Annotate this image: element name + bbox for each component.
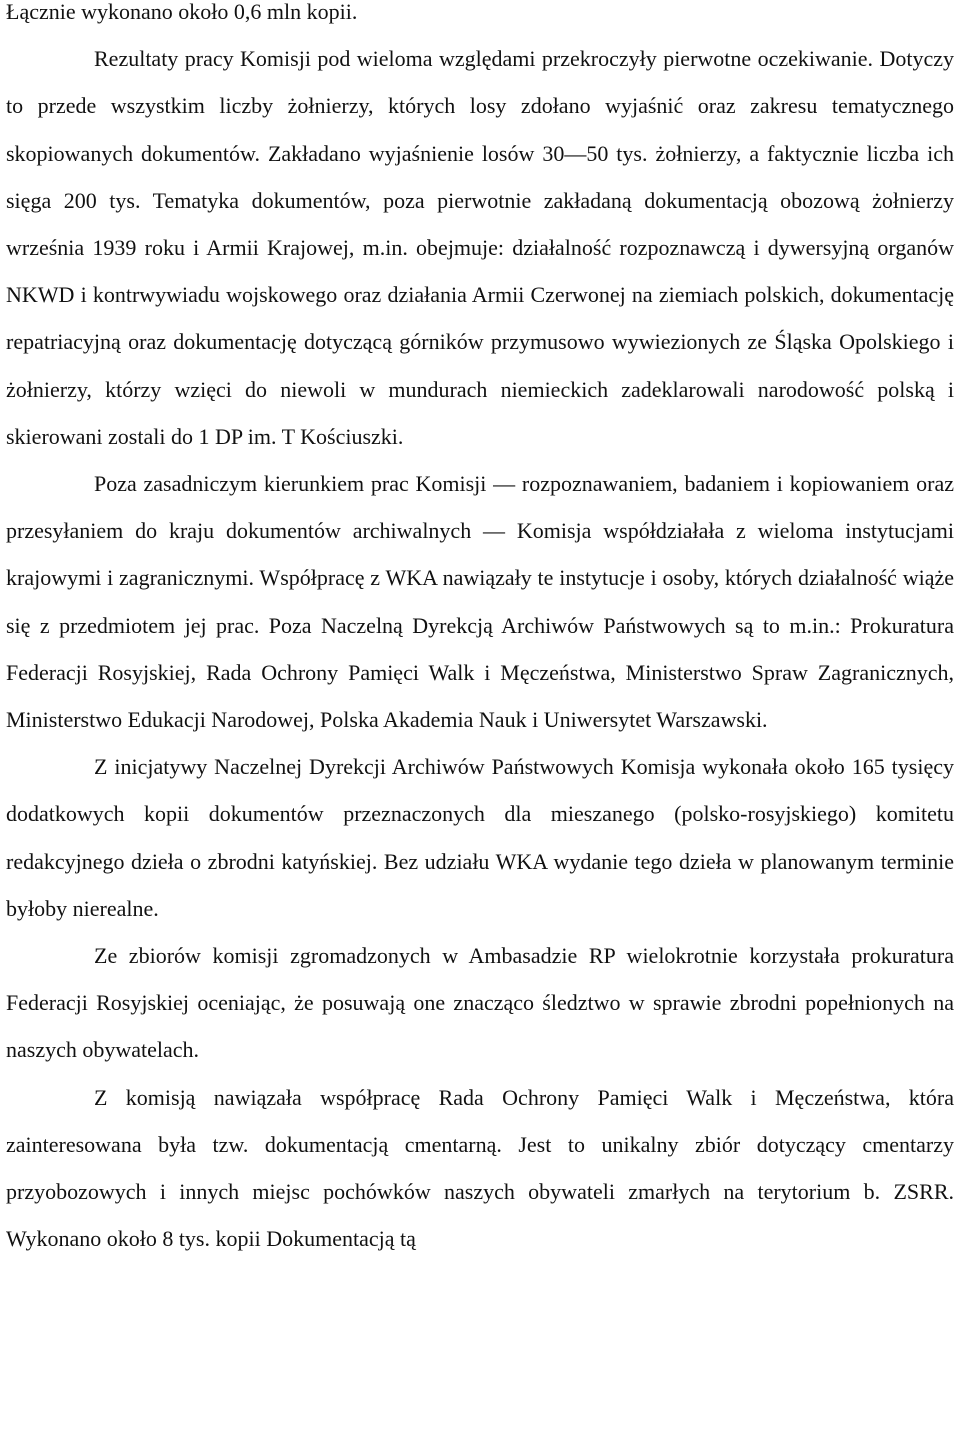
paragraph-prosecution: Ze zbiorów komisji zgromadzonych w Ambasadzie RP wielokrotnie korzystała prokuratura Federacji Rosyjskiej oceniając, że posuwają one znacząco śledztwo w sprawie zbrodni popełnionych na naszych obywatelach. <box>6 943 954 1063</box>
paragraph-cemetery-documentation: Z komisją nawiązała współpracę Rada Ochrony Pamięci Walk i Męczeństwa, która zainteresowana była tzw. dokumentacją cmentarną. Jest to unikalny zbiór dotyczący cmentarzy przyobozowych i innych miejsc pochówków naszych obywateli zmarłych na terytorium b. ZSRR. Wykonano około 8 tys. kopii Dokumentacją tą <box>6 1084 954 1252</box>
paragraph-cooperation: Poza zasadniczym kierunkiem prac Komisji — rozpoznawaniem, badaniem i kopiowaniem oraz przesyłaniem do kraju dokumentów archiwalnych — Komisja współdziałała z wieloma instytucjami krajowymi i zagranicznymi. Współpracę z WKA nawiązały te instytucje i osoby, których działalność wiąże się z przedmiotem jej prac. Poza Naczelną Dyrekcją Archiwów Państwowych są to m.in.: Prokuratura Federacji Rosyjskiej, Rada Ochrony Pamięci Walk i Męczeństwa, Ministerstwo Spraw Zagranicznych, Ministerstwo Edukacji Narodowej, Polska Akademia Nauk i Uniwersytet Warszawski. <box>6 471 954 733</box>
paragraph-summary: Łącznie wykonano około 0,6 mln kopii. <box>6 0 358 24</box>
paragraph-initiative: Z inicjatywy Naczelnej Dyrekcji Archiwów Państwowych Komisja wykonała około 165 tysięcy dodatkowych kopii dokumentów przeznaczonych dla mieszanego (polsko-rosyjskiego) komitetu redakcyjnego dzieła o zbrodni katyńskiej. Bez udziału WKA wydanie tego dzieła w planowanym terminie byłoby nierealne. <box>6 754 954 921</box>
paragraph-results: Rezultaty pracy Komisji pod wieloma względami przekroczyły pierwotne oczekiwanie. Dotyczy to przede wszystkim liczby żołnierzy, których losy zdołano wyjaśnić oraz zakresu tematycznego skopiowanych dokumentów. Zakładano wyjaśnienie losów 30—50 tys. żołnierzy, a faktycznie liczba ich sięga 200 tys. Tematyka dokumentów, poza pierwotnie zakładaną dokumentacją obozową żołnierzy września 1939 roku i Armii Krajowej, m.in. obejmuje: działalność rozpoznawczą i dywersyjną organów NKWD i kontrwywiadu wojskowego oraz działania Armii Czerwonej na ziemiach polskich, dokumentację repatriacyjną oraz dokumentację dotyczącą górników przymusowo wywiezionych ze Śląska Opolskiego i żołnierzy, którzy wzięci do niewoli w mundurach niemieckich zadeklarowali narodowość polską i skierowani zostali do 1 DP im. T Kościuszki. <box>6 46 954 449</box>
